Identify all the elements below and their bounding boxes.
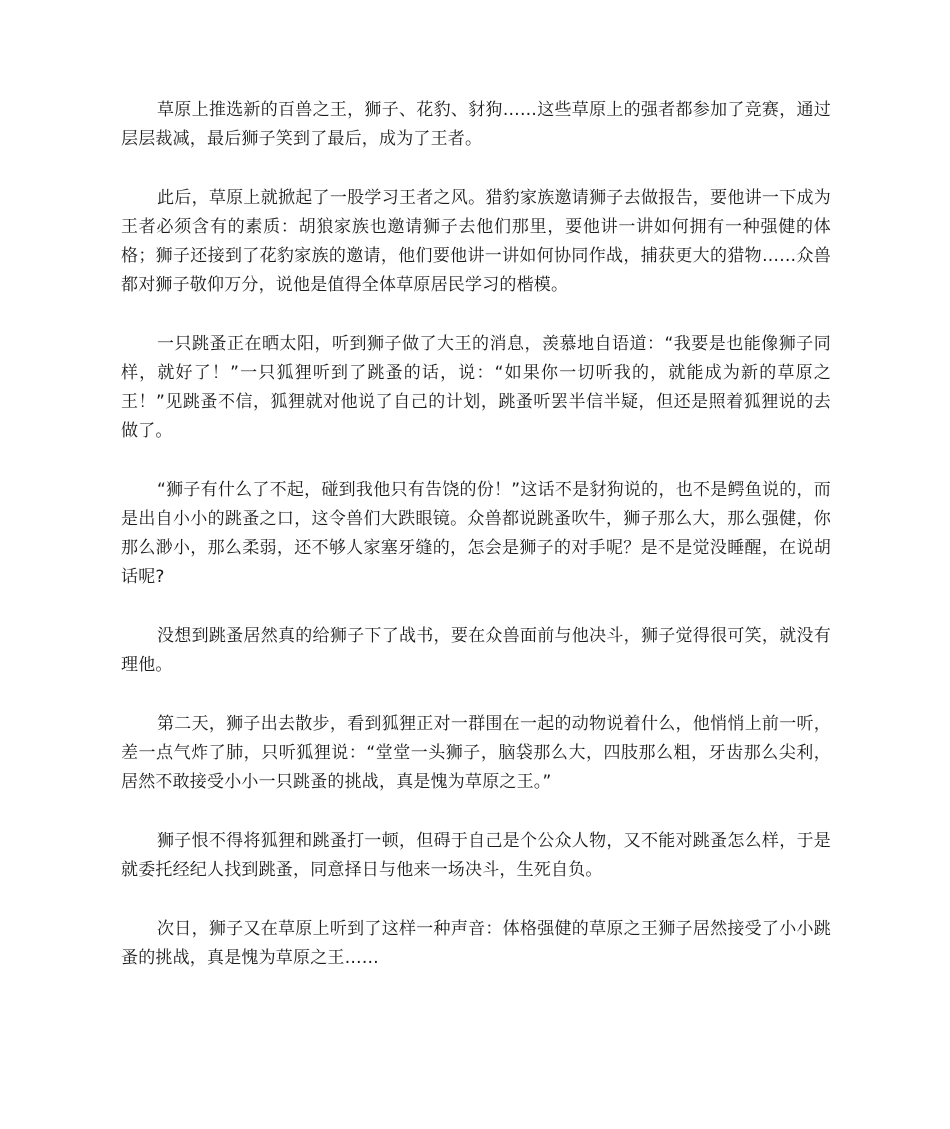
document-page xyxy=(121,96,831,1003)
paragraph-1: 草原上推选新的百兽之王，狮子、花豹、豺狗……这些草原上的强者都参加了竞赛，通过层层裁减，最后狮子笑到了最后，成为了王者。 xyxy=(121,100,831,149)
paragraph-5: 没想到跳蚤居然真的给狮子下了战书，要在众兽面前与他决斗，狮子觉得很可笑，就没有理他。 xyxy=(121,626,831,675)
paragraph-3: 一只跳蚤正在晒太阳，听到狮子做了大王的消息，羡慕地自语道：“我要是也能像狮子同样，就好了！”一只狐狸听到了跳蚤的话，说：“如果你一切听我的，就能成为新的草原之王！”见跳蚤不信，狐狸就对他说了自己的计划，跳蚤听罢半信半疑，但还是照着狐狸说的去做了。 xyxy=(121,334,831,441)
paragraph-6: 第二天，狮子出去散步，看到狐狸正对一群围在一起的动物说着什么，他悄悄上前一听，差一点气炸了肺，只听狐狸说：“堂堂一头狮子，脑袋那么大，四肢那么粗，牙齿那么尖利，居然不敢接受小小一只跳蚤的挑战，真是愧为草原之王。” xyxy=(121,714,831,792)
paragraph-8: 次日，狮子又在草原上听到了这样一种声音：体格强健的草原之王狮子居然接受了小小跳蚤的挑战，真是愧为草原之王…… xyxy=(121,919,831,968)
paragraph-2: 此后，草原上就掀起了一股学习王者之风。猎豹家族邀请狮子去做报告，要他讲一下成为王者必须含有的素质：胡狼家族也邀请狮子去他们那里，要他讲一讲如何拥有一种强健的体格；狮子还接到了花豹家族的邀请，他们要他讲一讲如何协同作战，捕获更大的猎物……众兽都对狮子敬仰万分，说他是值得全体草原居民学习的楷模。 xyxy=(121,188,831,295)
paragraph-4: “狮子有什么了不起，碰到我他只有告饶的份！”这话不是豺狗说的，也不是鳄鱼说的，而是出自小小的跳蚤之口，这令兽们大跌眼镜。众兽都说跳蚤吹牛，狮子那么大，那么强健，你那么渺小，那么柔弱，还不够人家塞牙缝的，怎会是狮子的对手呢？是不是觉没睡醒，在说胡话呢? xyxy=(121,480,831,587)
paragraph-7: 狮子恨不得将狐狸和跳蚤打一顿，但碍于自己是个公众人物，又不能对跳蚤怎么样，于是就委托经纪人找到跳蚤，同意择日与他来一场决斗，生死自负。 xyxy=(121,831,831,880)
